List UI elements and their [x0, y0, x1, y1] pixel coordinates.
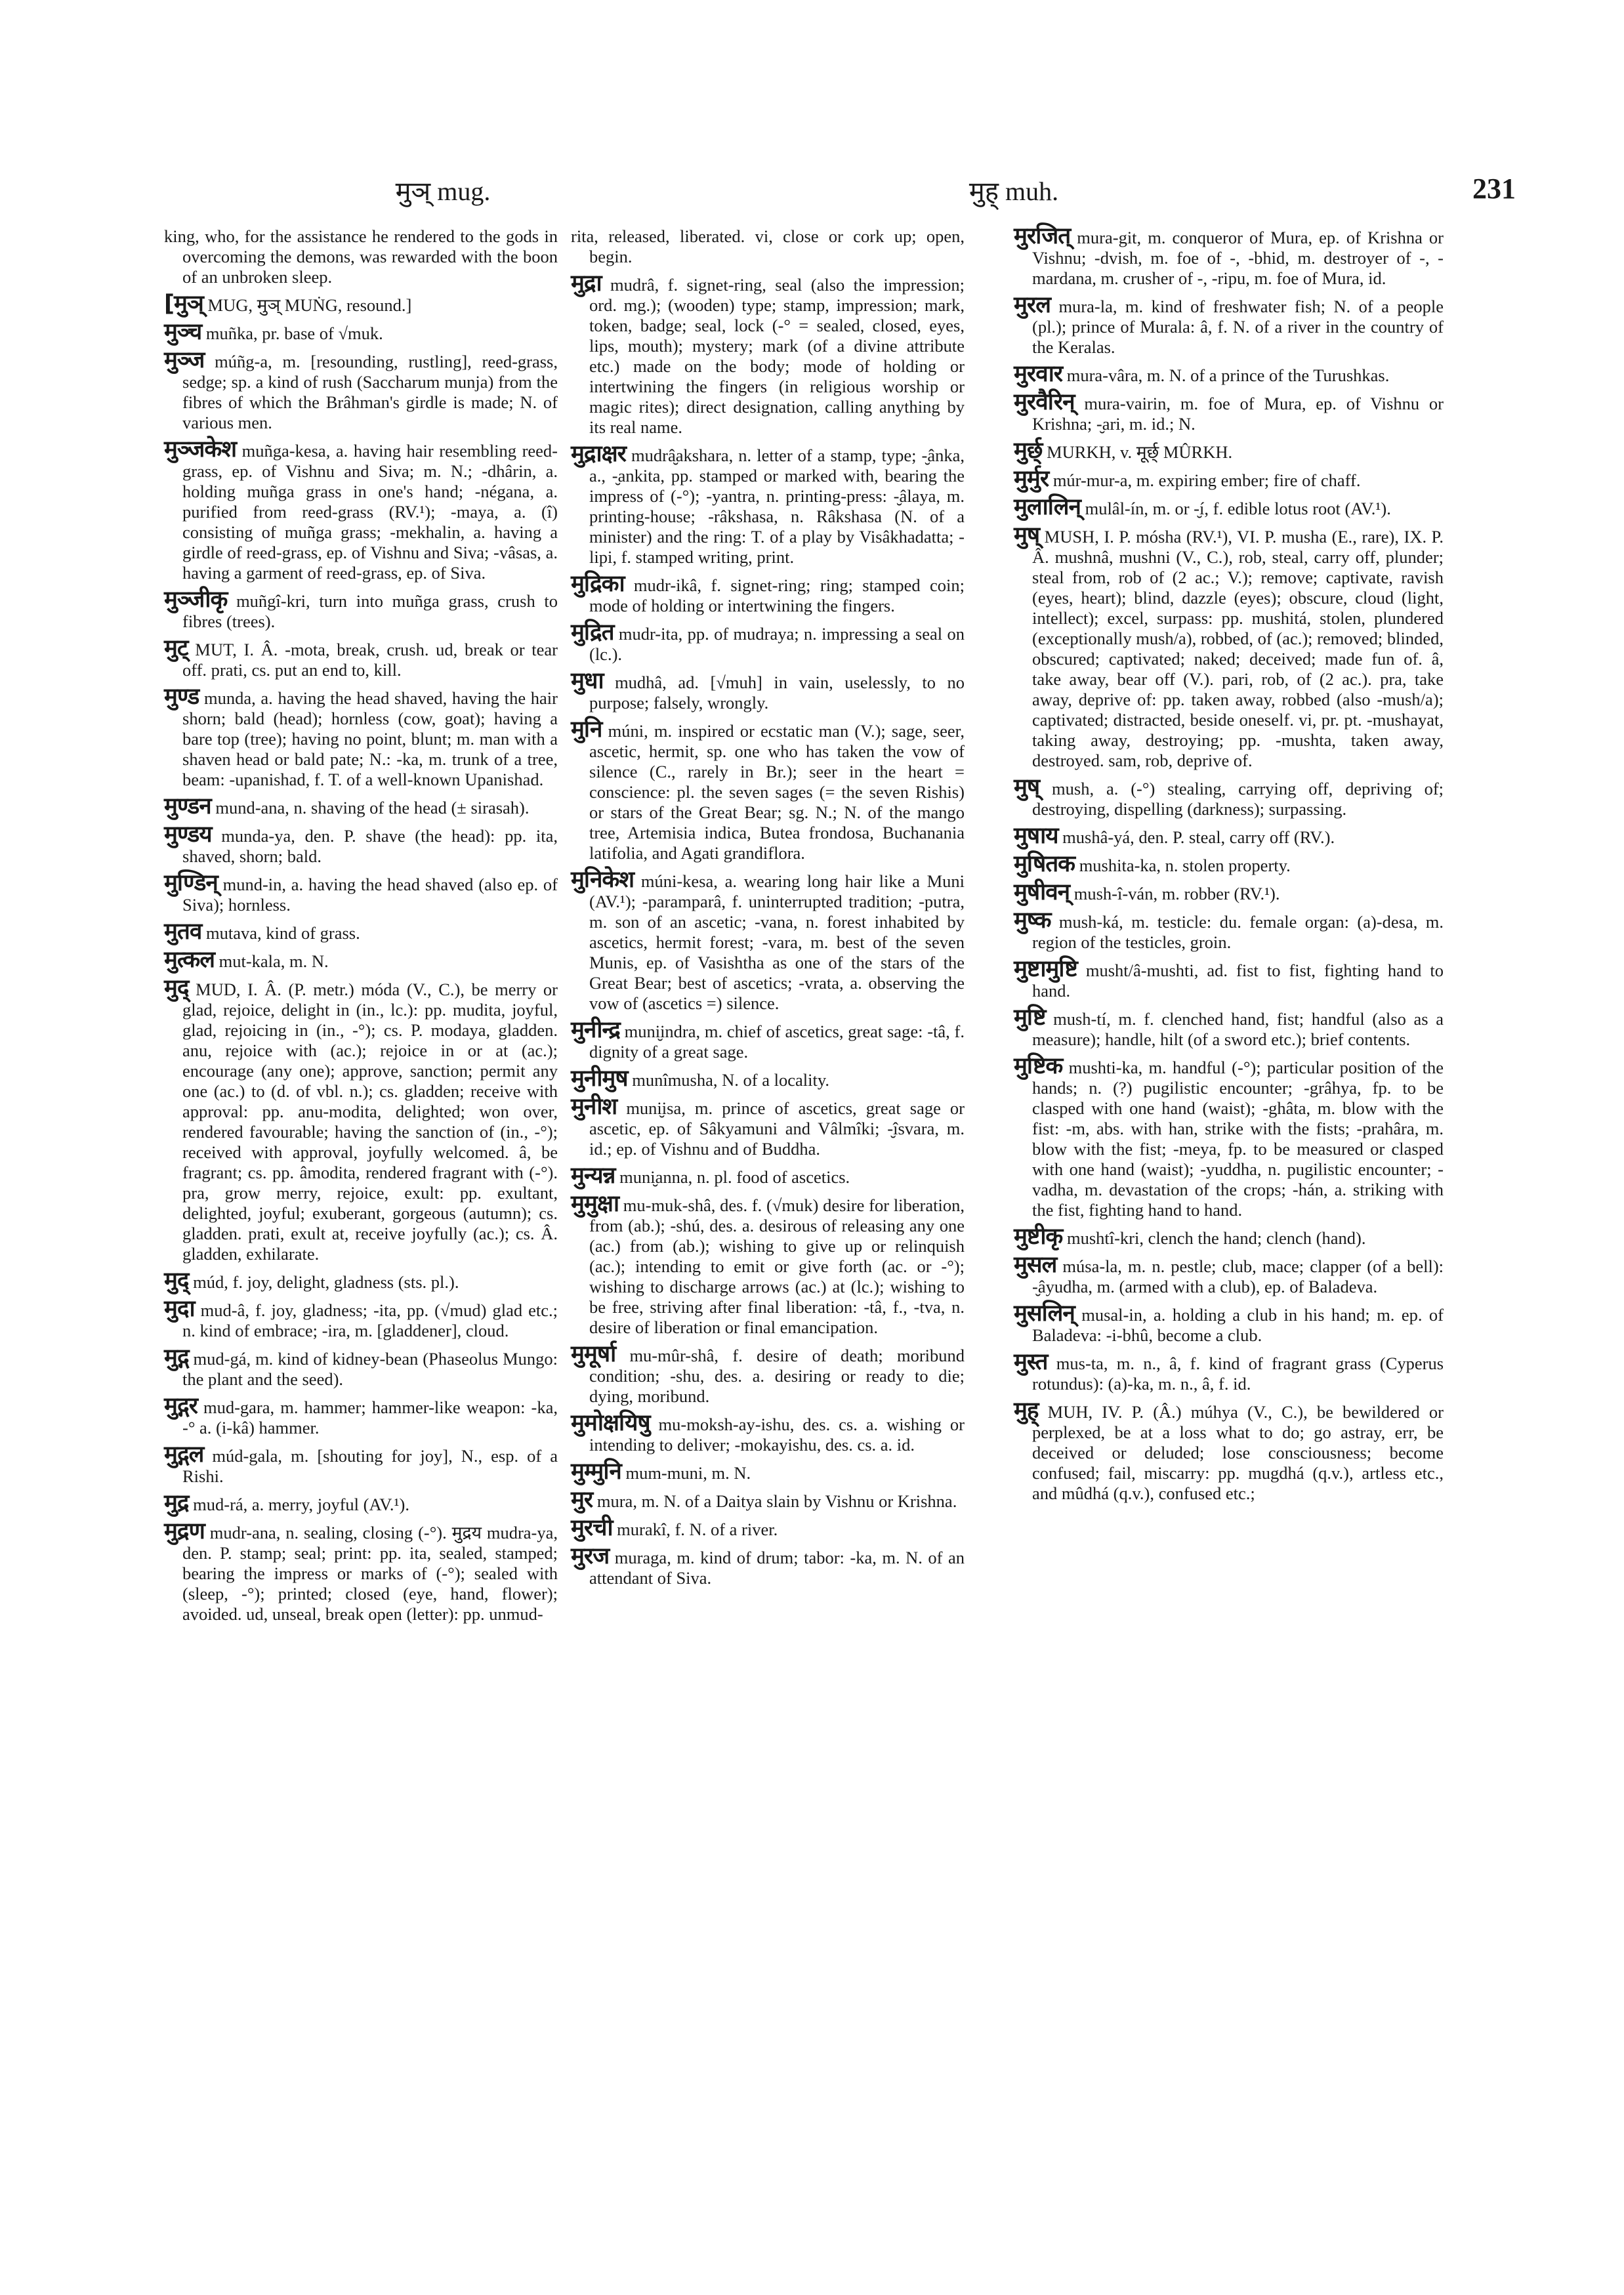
entry-headword: मुसल	[1014, 1252, 1057, 1278]
entry-text: mund-in, a. having the head shaved (also ep. of Siva); hornless.	[182, 875, 558, 915]
entry-headword: मुञ्जकेश	[164, 436, 237, 463]
dictionary-entry	[164, 821, 558, 867]
dictionary-entry	[1014, 879, 1444, 905]
dictionary-entry	[1014, 774, 1444, 819]
dictionary-entry	[1014, 389, 1444, 434]
dictionary-entry	[1014, 907, 1444, 953]
running-head-left: मुञ् mug.	[395, 176, 491, 206]
entry-headword: मुद्	[164, 1268, 189, 1294]
entry-headword: मुष्टीकृ	[1014, 1224, 1063, 1250]
entry-text: muni̮anna, n. pl. food of ascetics.	[619, 1167, 850, 1187]
dictionary-entry	[571, 1458, 965, 1485]
entry-headword: [मुञ्	[164, 291, 203, 317]
entry-headword: मुह्	[1014, 1397, 1039, 1424]
entry-text: mura-vairin, m. foe of Mura, ep. of Vishnu or Krishna; -̮ari, m. id.; N.	[1032, 394, 1444, 434]
entry-text: mud-gá, m. kind of kidney-bean (Phaseolus Mungo: the plant and the seed).	[182, 1349, 558, 1389]
dictionary-entry	[571, 1191, 965, 1338]
entry-text: muraga, m. kind of drum; tabor: -ka, m. N. of an attendant of Siva.	[589, 1548, 965, 1588]
entry-headword: मुद्र	[164, 1490, 189, 1516]
entry-headword: मुष्टामुष्टि	[1014, 956, 1077, 982]
entry-text: muñka, pr. base of √muk.	[205, 323, 383, 343]
dictionary-entry	[571, 1094, 965, 1159]
entry-headword: मुनीन्द्र	[571, 1017, 620, 1043]
dictionary-entry	[1014, 223, 1444, 289]
entry-text: mudr-ana, n. sealing, closing (-°). मुद्रय mudra-ya, den. P. stamp; seal; print: pp. ita, sealed, stamped; bearing the impress or marks of (-°); sealed with (sleep, -°); printed; closed (eye, hand, flower); avoided. ud, unseal, break open (letter): pp. unmud-	[182, 1523, 558, 1624]
entry-text: mura-vâra, m. N. of a prince of the Turushkas.	[1066, 365, 1390, 385]
entry-headword: मुष्	[1014, 522, 1040, 548]
dictionary-entry	[571, 1487, 965, 1513]
entry-headword: मुरल	[1014, 292, 1051, 318]
entry-headword: मुट्	[164, 635, 188, 661]
entry-headword: मुरजित्	[1014, 223, 1071, 249]
dictionary-entry	[164, 226, 558, 287]
dictionary-entry	[571, 867, 965, 1014]
running-head-right: मुह् muh.	[968, 176, 1059, 206]
entry-text: MUT, I. Â. -mota, break, crush. ud, break or tear off. prati, cs. put an end to, kill.	[182, 640, 558, 680]
dictionary-entry	[164, 1393, 558, 1438]
entry-headword: मुनिकेश	[571, 867, 635, 893]
entry-text: mush-tí, m. f. clenched hand, fist; handful (also as a measure); handle, hilt (of a sword etc.); brief contents.	[1032, 1009, 1444, 1049]
entry-text: mush-ká, m. testicle: du. female organ: (a)-desa, m. region of the testicles, groin.	[1032, 912, 1444, 952]
dictionary-entry	[164, 870, 558, 915]
entry-headword: मुद्रण	[164, 1518, 205, 1544]
page-number: 231	[1472, 173, 1516, 205]
entry-headword: मुञ्जीकृ	[164, 587, 228, 613]
entry-text: muni̮indra, m. chief of ascetics, great sage: -tâ, f. dignity of a great sage.	[589, 1022, 965, 1062]
entry-headword: मुण्डिन्	[164, 870, 218, 896]
entry-headword: मुमुक्षा	[571, 1191, 619, 1217]
entry-text: mud-rá, a. merry, joyful (AV.¹).	[193, 1495, 409, 1514]
entry-headword: मुर्मुर	[1014, 466, 1049, 492]
dictionary-entry	[1014, 522, 1444, 771]
dictionary-entry	[164, 919, 558, 945]
entry-headword: मुत्कल	[164, 947, 215, 973]
entry-headword: मुष्टिक	[1014, 1053, 1063, 1079]
column-right	[1014, 223, 1444, 1510]
dictionary-entry	[571, 441, 965, 568]
entry-text: mud-gara, m. hammer; hammer-like weapon: -ka, -° a. (i-kâ) hammer.	[182, 1397, 558, 1437]
dictionary-entry	[164, 947, 558, 973]
entry-headword: मुर्छ्	[1014, 438, 1043, 464]
entry-headword: मुरवैरिन्	[1014, 389, 1075, 415]
entry-text: mura, m. N. of a Daitya slain by Vishnu or Krishna.	[596, 1491, 957, 1511]
entry-text: mutava, kind of grass.	[205, 923, 360, 943]
entry-text: mu-moksh-ay-ishu, des. cs. a. wishing or intending to deliver; -mokayishu, des. cs. a. id.	[589, 1415, 965, 1455]
column-left	[164, 226, 558, 1631]
entry-text: munîmusha, N. of a locality.	[632, 1070, 829, 1090]
entry-text: mushâ-yá, den. P. steal, carry off (RV.).	[1062, 827, 1335, 847]
entry-text: MUH, IV. P. (Â.) múhya (V., C.), be bewildered or perplexed, be at a loss what to do; go astray, err, be deceived or deluded; lose consciousness; become confused; fail, miscarry: pp. mugdhá (q.v.), artless etc., and mûdhá (q.v.), confused etc.;	[1032, 1402, 1444, 1503]
entry-headword: मुतव	[164, 919, 202, 945]
dictionary-entry	[164, 587, 558, 632]
entry-headword: मुसलिन्	[1014, 1300, 1075, 1327]
entry-headword: मुषितक	[1014, 851, 1075, 877]
entry-text: mura-la, m. kind of freshwater fish; N. of a people (pl.); prince of Murala: â, f. N. of a river in the country of the Keralas.	[1032, 297, 1444, 357]
dictionary-entry	[571, 619, 965, 665]
entry-text: múr-mur-a, m. expiring ember; fire of chaff.	[1052, 470, 1361, 490]
dictionary-entry	[164, 1268, 558, 1294]
entry-text: mund-ana, n. shaving of the head (± sirasah).	[215, 798, 530, 817]
dictionary-entry	[571, 1410, 965, 1455]
entry-text: MUSH, I. P. mósha (RV.¹), VI. P. musha (E., rare), IX. P. Â. mushnâ, mushni (V., C.), rob, steal, carry off, plunder; steal from, rob of (2 ac.; V.); remove; captivate, ravish (eyes, heart); blind, dazzle (eyes); obscure, cloud (light, intellect); excel, surpass: pp. mushitá, stolen, plundered (exceptionally mush/a), robbed, of (ac.); removed; blinded, obscured; captivated; naked; deceived; made fun of. â, take away, bear off (V.). pari, rob, of (2 ac.). pra, take away, deprive of: pp. taken away, robbed (also -mush/a); captivated; distracted, beside oneself. vi, pr. pt. -mushayat, taking away, destroying; pp. -mushta, taken away, destroyed. sam, rob, deprive of.	[1032, 527, 1444, 770]
entry-headword: मुम्मुनि	[571, 1458, 621, 1485]
entry-headword: मुरवार	[1014, 361, 1063, 387]
entry-text: mus-ta, m. n., â, f. kind of fragrant grass (Cyperus rotundus): (a)-ka, m. n., â, f. id.	[1032, 1354, 1444, 1394]
entry-text: rita, released, liberated. vi, close or cork up; open, begin.	[571, 226, 965, 266]
entry-headword: मुनीश	[571, 1094, 617, 1120]
dictionary-entry	[1014, 494, 1444, 520]
dictionary-entry	[571, 1065, 965, 1092]
entry-headword: मुद्ग	[164, 1344, 189, 1371]
entry-headword: मुद्रिका	[571, 571, 625, 597]
entry-headword: मुद्	[164, 975, 189, 1001]
dictionary-entry	[1014, 1053, 1444, 1220]
dictionary-entry	[571, 270, 965, 438]
dictionary-entry	[164, 319, 558, 345]
entry-text: MURKH, v. मूर्छ् MÛRKH.	[1047, 442, 1233, 462]
entry-headword: मुष्	[1014, 774, 1040, 800]
entry-text: múni, m. inspired or ecstatic man (V.); sage, seer, ascetic, hermit, sp. one who has taken the vow of silence (C., rarely in Br.); seer in the heart = conscience: pl. the seven sages (= the seven Rishis) or stars of the Great Bear; sg. N.; N. of the mango tree, Artemisia indica, Butea frondosa, Buchanania latifolia, and Agati grandiflora.	[589, 721, 965, 863]
dictionary-entry	[164, 635, 558, 680]
entry-text: muñga-kesa, a. having hair resembling reed-grass, ep. of Vishnu and Siva; m. N.; -dhârin, a. holding muñga grass in one's hand; -négana, a. purified from reed-grass (RV.¹); -maya, a. (î) consisting of muñga grass; -mekhalin, a. having a girdle of reed-grass, ep. of Vishnu and Siva; -vâsas, a. having a garment of reed-grass, ep. of Siva.	[182, 441, 558, 583]
entry-headword: मुर	[571, 1487, 593, 1513]
dictionary-entry	[1014, 956, 1444, 1001]
page-header	[164, 172, 1516, 211]
dictionary-entry	[571, 716, 965, 863]
entry-text: mu-mûr-shâ, f. desire of death; moribund condition; -shu, des. a. desiring or ready to die; dying, moribund.	[589, 1346, 965, 1406]
entry-text: MUD, I. Â. (P. metr.) móda (V., C.), be merry or glad, rejoice, delight in (in., lc.): pp. mudita, joyful, glad, rejoicing in (in., -°); cs. P. modaya, gladden. anu, rejoice with (ac.); rejoice in or at (ac.); encourage (any one); approve, sanction; permit any one (ac.) to (d. of vbl. n.); cs. gladden; receive with approval: pp. anu-modita, delighted; won over, rendered favourable; having the sanction of (in., -°); received with approval, joyfully welcomed. â, be fragrant; cs. pp. âmodita, rendered fragrant with (-°). pra, grow merry, rejoice, exult: pp. exultant, delighted, joyful; exuberant, gorgeous (autumn); cs. gladden. prati, exult at, receive joyfully (ac.); cs. Â. gladden, exhilarate.	[182, 980, 558, 1264]
dictionary-entry	[571, 226, 965, 267]
entry-headword: मुनीमुष	[571, 1065, 628, 1092]
dictionary-entry	[571, 1515, 965, 1541]
entry-text: múni-kesa, a. wearing long hair like a Muni (AV.¹); -paramparâ, f. uninterrupted tradition; -putra, m. son of an ascetic; -vana, n. forest inhabited by ascetics, hermit forest; -vara, m. best of the seven Munis, ep. of Vasishtha as one of the stars of the Great Bear; best of ascetics; -vrata, a. observing the vow of (ascetics =) silence.	[589, 871, 965, 1013]
entry-text: mushita-ka, n. stolen property.	[1079, 856, 1291, 875]
entry-headword: मुण्डय	[164, 821, 212, 848]
dictionary-entry	[571, 1017, 965, 1062]
dictionary-entry	[571, 668, 965, 713]
dictionary-entry	[164, 975, 558, 1264]
dictionary-entry	[164, 1490, 558, 1516]
dictionary-entry	[1014, 1300, 1444, 1346]
entry-text: múd, f. joy, delight, gladness (sts. pl.).	[193, 1272, 459, 1292]
entry-headword: मुमूर्षा	[571, 1341, 616, 1367]
entry-headword: मुञ्ज	[164, 347, 205, 373]
entry-text: munda, a. having the head shaved, having the hair shorn; bald (head); hornless (cow, goat); having a bare top (tree); having no point, blunt; m. man with a shaven head or bald pate; N.: -ka, m. trunk of a tree, beam: -upanishad, f. T. of a well-known Upanishad.	[182, 688, 558, 789]
entry-headword: मुलालिन्	[1014, 494, 1081, 520]
entry-text: muñgî-kri, turn into muñga grass, crush to fibres (trees).	[182, 591, 558, 631]
entry-text: mudrâ, f. signet-ring, seal (also the impression; ord. mg.); (wooden) type; stamp, impression; mark, token, badge; seal, lock (-° = sealed, closed, eyes, lips, mouth); mystery; mark (of a divine attribute etc.) made on the body; mode of holding or intertwining the fingers (in religious worship or magic rites); direct designation, calling anything by its real name.	[589, 275, 965, 437]
entry-text: mu-muk-shâ, des. f. (√muk) desire for liberation, from (ab.); -shú, des. a. desirous of releasing any one (ac.) from (ab.); wishing to give up or relinquish (ac.); intending to emit or give forth (ac. or -°); wishing to discharge arrows (ac.) at (lc.); wishing to be free, striving after final liberation: -tâ, f., -tva, n. desire of liberation or final emancipation.	[589, 1195, 965, 1337]
entry-headword: मुन्यन्न	[571, 1163, 615, 1189]
dictionary-entry	[164, 684, 558, 790]
entry-text: mushti-ka, m. handful (-°); particular position of the hands; n. (?) pugilistic encounter; -grâhya, fp. to be clasped with one hand (waist); -ghâta, m. blow with the fist: -m, abs. with han, strike with the fists; -prahâra, m. blow with the fist; -meya, fp. to be measured or clasped with one hand (waist); -yuddha, n. pugilistic encounter; -vadha, m. devastation of the crops; -hán, a. striking with the fist, fighting hand to hand.	[1032, 1058, 1444, 1220]
entry-text: musal-in, a. holding a club in his hand; m. ep. of Baladeva: -i-bhû, become a club.	[1032, 1305, 1444, 1345]
column-middle	[571, 226, 965, 1595]
entry-text: mudhâ, ad. [√muh] in vain, uselessly, to no purpose; falsely, wrongly.	[589, 672, 965, 713]
dictionary-entry	[164, 1518, 558, 1624]
entry-text: mudr-ikâ, f. signet-ring; ring; stamped coin; mode of holding or intertwining the fingers.	[589, 575, 965, 615]
entry-headword: मुद्रित	[571, 619, 614, 646]
entry-text: mush, a. (-°) stealing, carrying off, depriving of; destroying, dispelling (darkness); surpassing.	[1032, 779, 1444, 819]
dictionary-entry	[571, 1543, 965, 1588]
entry-headword: मुस्त	[1014, 1349, 1048, 1375]
entry-text: muni̮isa, m. prince of ascetics, great sage or ascetic, ep. of Sâkyamuni and Vâlmîki; -̮îsvara, m. id.; ep. of Vishnu and of Buddha.	[589, 1098, 965, 1159]
entry-text: mura-git, m. conqueror of Mura, ep. of Krishna or Vishnu; -dvish, m. foe of -, -bhid, m. destroyer of -, -mardana, m. crusher of -, -ripu, m. foe of Mura, id.	[1032, 228, 1444, 288]
entry-headword: मुण्डन	[164, 793, 211, 819]
entry-text: mulâl-ín, m. or -̮í, f. edible lotus root (AV.¹).	[1085, 499, 1391, 518]
entry-headword: मुधा	[571, 668, 604, 694]
entry-headword: मुद्रा	[571, 270, 602, 297]
entry-text: mum-muni, m. N.	[625, 1463, 751, 1483]
dictionary-entry	[1014, 466, 1444, 492]
entry-headword: मुरची	[571, 1515, 613, 1541]
entry-text: king, who, for the assistance he rendered to the gods in overcoming the demons, was rewarded with the boon of an unbroken sleep.	[164, 226, 558, 287]
entry-headword: मुष्टि	[1014, 1004, 1046, 1031]
dictionary-entry	[1014, 1004, 1444, 1050]
dictionary-entry	[164, 436, 558, 583]
dictionary-entry	[164, 793, 558, 819]
entry-text: murakî, f. N. of a river.	[617, 1520, 778, 1539]
dictionary-entry	[1014, 1224, 1444, 1250]
dictionary-entry	[1014, 1349, 1444, 1394]
entry-text: mudrâ̮akshara, n. letter of a stamp, type; -̮ânka, a., -̮ankita, pp. stamped or marked with, bearing the impress of (-°); -yantra, n. printing-press: -̮âlaya, m. printing-house; -râkshasa, n. Râkshasa (N. of a minister) and the ring: T. of a play by Visâkhadatta; -lipi, f. stamped writing, print.	[589, 445, 965, 567]
entry-headword: मुञ्च	[164, 319, 202, 345]
entry-headword: मुदा	[164, 1296, 195, 1322]
entry-text: mud-â, f. joy, gladness; -ita, pp. (√mud) glad etc.; n. kind of embrace; -ira, m. [gladdener], cloud.	[182, 1300, 558, 1340]
entry-text: mudr-ita, pp. of mudraya; n. impressing a seal on (lc.).	[589, 624, 965, 664]
entry-headword: मुषाय	[1014, 823, 1058, 849]
entry-text: mushtî-kri, clench the hand; clench (hand).	[1066, 1228, 1366, 1248]
entry-text: munda-ya, den. P. shave (the head): pp. ita, shaved, shorn; bald.	[182, 826, 558, 866]
dictionary-entry	[164, 1344, 558, 1390]
entry-text: múñg-a, m. [resounding, rustling], reed-grass, sedge; sp. a kind of rush (Saccharum munja) from the fibres of which the Brâhman's girdle is made; N. of various men.	[182, 352, 558, 432]
dictionary-entry	[164, 291, 558, 317]
dictionary-entry	[164, 1296, 558, 1341]
entry-headword: मुनि	[571, 716, 602, 743]
entry-headword: मुद्राक्षर	[571, 441, 626, 467]
dictionary-entry	[164, 1441, 558, 1487]
dictionary-entry	[1014, 1397, 1444, 1504]
dictionary-entry	[1014, 823, 1444, 849]
entry-headword: मुद्गर	[164, 1393, 198, 1419]
dictionary-entry	[1014, 361, 1444, 387]
entry-headword: मुण्ड	[164, 684, 199, 710]
dictionary-entry	[571, 571, 965, 616]
dictionary-entry	[571, 1163, 965, 1189]
dictionary-entry	[571, 1341, 965, 1407]
entry-text: mut-kala, m. N.	[219, 951, 329, 971]
entry-text: mush-î-ván, m. robber (RV.¹).	[1073, 884, 1280, 903]
dictionary-entry	[164, 347, 558, 433]
entry-headword: मुषीवन्	[1014, 879, 1070, 905]
entry-headword: मुरज	[571, 1543, 610, 1569]
dictionary-entry	[1014, 438, 1444, 464]
dictionary-entry	[1014, 292, 1444, 358]
entry-headword: मुष्क	[1014, 907, 1051, 934]
entry-headword: मुद्गल	[164, 1441, 204, 1468]
entry-headword: मुमोक्षयिषु	[571, 1410, 650, 1436]
entry-text: MUG, मुञ् MUṄG, resound.]	[207, 295, 412, 315]
dictionary-entry	[1014, 1252, 1444, 1297]
entry-text: musht/â-mushti, ad. fist to fist, fighting hand to hand.	[1032, 961, 1444, 1001]
entry-text: múd-gala, m. [shouting for joy], N., esp. of a Rishi.	[182, 1446, 558, 1486]
dictionary-entry	[1014, 851, 1444, 877]
entry-text: músa-la, m. n. pestle; club, mace; clapper (of a bell): -̮âyudha, m. (armed with a club), ep. of Baladeva.	[1032, 1256, 1444, 1296]
